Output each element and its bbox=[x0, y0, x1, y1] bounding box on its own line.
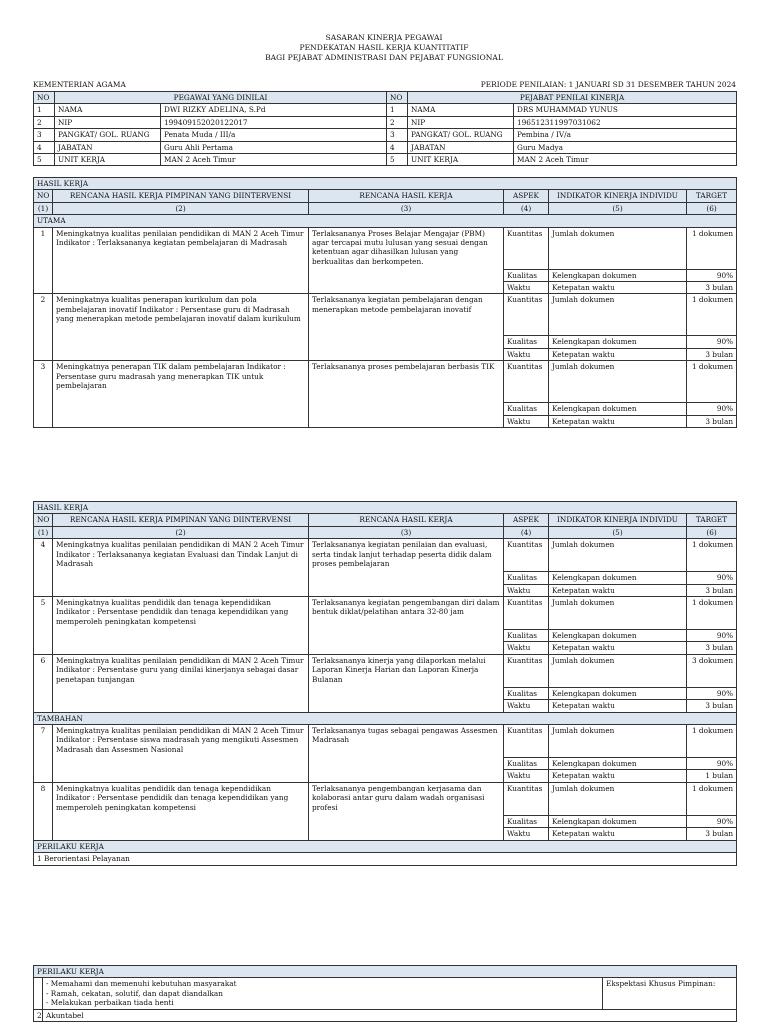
indikator-cell: Ketepatan waktu bbox=[549, 348, 687, 360]
indikator-cell: Jumlah dokumen bbox=[549, 597, 687, 630]
aspek-cell: Waktu bbox=[504, 828, 549, 840]
hasil-kerja-row bbox=[34, 539, 737, 572]
penilai-value: Pembina / IV/a bbox=[514, 129, 737, 141]
rhk-pimpinan-text: Meningkatnya kualitas penilaian pendidikan di MAN 2 Aceh Timur Indikator : Terlaksananya kegiatan pembelajaran di Madrasah bbox=[53, 227, 309, 294]
indikator-cell: Jumlah dokumen bbox=[549, 227, 687, 269]
identity-label: NAMA bbox=[55, 104, 161, 116]
hasil-kerja-title-row bbox=[34, 502, 737, 514]
target-cell: 1 dokumen bbox=[687, 227, 737, 269]
col-header-no: NO bbox=[34, 190, 53, 202]
rhk-pimpinan-text: Meningkatnya kualitas penerapan kurikulum dan pola pembelajaran inovatif Indikator : Persentase guru di Madrasah yang menerapkan metode pembelajaran inovatif dalam kurikulum bbox=[53, 294, 309, 361]
aspek-cell: Waktu bbox=[504, 642, 549, 654]
perilaku-title-row bbox=[34, 840, 737, 852]
rhk-pimpinan-text: Meningkatnya penerapan TIK dalam pembelajaran Indikator : Persentase guru madrasah yang menerapkan TIK untuk pembelajaran bbox=[53, 361, 309, 428]
ekspektasi-khusus: Ekspektasi Khusus Pimpinan: bbox=[603, 978, 737, 1009]
indikator-cell: Jumlah dokumen bbox=[549, 361, 687, 403]
target-cell: 90% bbox=[687, 687, 737, 699]
rhk-pimpinan-text: Meningkatnya kualitas penilaian pendidikan di MAN 2 Aceh Timur Indikator : Terlaksananya kegiatan Evaluasi dan Tindak Lanjut di Madrasah bbox=[53, 539, 309, 597]
indikator-cell: Kelengkapan dokumen bbox=[549, 630, 687, 642]
aspek-cell: Kualitas bbox=[504, 815, 549, 827]
rhk-text: Terlaksananya proses pembelajaran berbasis TIK bbox=[309, 361, 504, 428]
rhk-text: Terlaksananya tugas sebagai pengawas Assesmen Madrasah bbox=[309, 725, 504, 783]
hasil-kerja-table-1 bbox=[33, 177, 737, 428]
aspek-cell: Waktu bbox=[504, 415, 549, 427]
identity-no: 1 bbox=[34, 104, 55, 116]
perilaku-bullets bbox=[43, 978, 603, 1009]
column-header-row bbox=[34, 190, 737, 202]
identity-no: 4 bbox=[34, 141, 55, 153]
rhk-pimpinan-text: Meningkatnya kualitas penilaian pendidikan di MAN 2 Aceh Timur Indikator : Persentase siswa madrasah yang mengikuti Assesmen Madrasah dan Assesmen Nasional bbox=[53, 725, 309, 783]
rhk-text: Terlaksananya pengembangan kerjasama dan kolaborasi antar guru dalam wadah organisasi profesi bbox=[309, 782, 504, 840]
aspek-cell: Kualitas bbox=[504, 687, 549, 699]
section-label: UTAMA bbox=[34, 215, 737, 227]
column-number: (1) bbox=[34, 202, 53, 214]
identity-no: 2 bbox=[34, 116, 55, 128]
item-no: 2 bbox=[34, 294, 53, 361]
column-number: (5) bbox=[549, 526, 687, 538]
indikator-cell: Ketepatan waktu bbox=[549, 415, 687, 427]
target-cell: 90% bbox=[687, 815, 737, 827]
col-header-target: TARGET bbox=[687, 514, 737, 526]
perilaku-title: PERILAKU KERJA bbox=[34, 840, 737, 852]
identity-row bbox=[34, 154, 737, 166]
perilaku-row-1 bbox=[34, 978, 737, 1009]
section-row bbox=[34, 712, 737, 724]
indikator-cell: Ketepatan waktu bbox=[549, 584, 687, 596]
identity-label: UNIT KERJA bbox=[55, 154, 161, 166]
perilaku-text: Berorientasi Pelayanan bbox=[43, 854, 130, 864]
meta-row bbox=[33, 80, 736, 90]
column-number: (2) bbox=[53, 202, 309, 214]
item-no: 8 bbox=[34, 782, 53, 840]
penilai-value: DRS MUHAMMAD YUNUS bbox=[514, 104, 737, 116]
item-no: 5 bbox=[34, 597, 53, 655]
indikator-cell: Kelengkapan dokumen bbox=[549, 336, 687, 348]
identity-table bbox=[33, 91, 737, 166]
aspek-cell: Kualitas bbox=[504, 269, 549, 281]
identity-no: 3 bbox=[34, 129, 55, 141]
aspek-cell: Waktu bbox=[504, 348, 549, 360]
column-number: (6) bbox=[687, 202, 737, 214]
indikator-cell: Ketepatan waktu bbox=[549, 642, 687, 654]
col-header-rhk-pimpinan: RENCANA HASIL KERJA PIMPINAN YANG DIINTERVENSI bbox=[53, 190, 309, 202]
target-cell: 90% bbox=[687, 758, 737, 770]
indikator-cell: Jumlah dokumen bbox=[549, 654, 687, 687]
rhk-text: Terlaksananya kegiatan pembelajaran dengan menerapkan metode pembelajaran inovatif bbox=[309, 294, 504, 361]
aspek-cell: Kualitas bbox=[504, 336, 549, 348]
item-no: 6 bbox=[34, 654, 53, 712]
indikator-cell: Jumlah dokumen bbox=[549, 294, 687, 336]
target-cell: 1 dokumen bbox=[687, 597, 737, 630]
pegawai-header: PEGAWAI YANG DINILAI bbox=[55, 92, 387, 104]
hasil-kerja-table-2 bbox=[33, 501, 737, 866]
column-number: (6) bbox=[687, 526, 737, 538]
target-cell: 3 bulan bbox=[687, 584, 737, 596]
aspek-cell: Kuantitas bbox=[504, 782, 549, 815]
pegawai-value: Guru Ahli Pertama bbox=[161, 141, 387, 153]
target-cell: 1 dokumen bbox=[687, 294, 737, 336]
aspek-cell: Kuantitas bbox=[504, 725, 549, 758]
column-number: (2) bbox=[53, 526, 309, 538]
indikator-cell: Ketepatan waktu bbox=[549, 282, 687, 294]
indikator-cell: Ketepatan waktu bbox=[549, 828, 687, 840]
aspek-cell: Kuantitas bbox=[504, 227, 549, 269]
target-cell: 3 bulan bbox=[687, 415, 737, 427]
doc-title-line2: PENDEKATAN HASIL KERJA KUANTITATIF bbox=[299, 43, 469, 52]
target-cell: 90% bbox=[687, 572, 737, 584]
target-cell: 3 bulan bbox=[687, 348, 737, 360]
identity-no-header: NO bbox=[34, 92, 55, 104]
hasil-kerja-row bbox=[34, 227, 737, 269]
aspek-cell: Kuantitas bbox=[504, 361, 549, 403]
perilaku-title: PERILAKU KERJA bbox=[34, 966, 737, 978]
target-cell: 3 bulan bbox=[687, 282, 737, 294]
identity-label: NIP bbox=[408, 116, 514, 128]
identity-no: 5 bbox=[34, 154, 55, 166]
hasil-kerja-row bbox=[34, 782, 737, 815]
perilaku-bullet: - Memahami dan memenuhi kebutuhan masyarakat bbox=[46, 979, 237, 989]
pegawai-value: MAN 2 Aceh Timur bbox=[161, 154, 387, 166]
perilaku-bullet: - Ramah, cekatan, solutif, dan dapat diandalkan bbox=[46, 988, 223, 998]
aspek-cell: Kualitas bbox=[504, 758, 549, 770]
col-header-indikator: INDIKATOR KINERJA INDIVIDU bbox=[549, 514, 687, 526]
perilaku-no: 1 bbox=[37, 854, 42, 864]
target-cell: 1 bulan bbox=[687, 770, 737, 782]
pegawai-value: 199409152020122017 bbox=[161, 116, 387, 128]
aspek-cell: Waktu bbox=[504, 770, 549, 782]
target-cell: 90% bbox=[687, 630, 737, 642]
identity-label: JABATAN bbox=[55, 141, 161, 153]
hasil-kerja-row bbox=[34, 294, 737, 336]
aspek-cell: Waktu bbox=[504, 700, 549, 712]
rhk-text: Terlaksananya kegiatan pengembangan diri dalam bentuk diklat/pelatihan antara 32-80 jam bbox=[309, 597, 504, 655]
target-cell: 1 dokumen bbox=[687, 782, 737, 815]
perilaku-row2-no: 2 bbox=[34, 1009, 43, 1021]
col-header-aspek: ASPEK bbox=[504, 514, 549, 526]
perilaku-bullet: - Melakukan perbaikan tiada henti bbox=[46, 998, 174, 1008]
column-number-row bbox=[34, 202, 737, 214]
column-number: (3) bbox=[309, 202, 504, 214]
aspek-cell: Kualitas bbox=[504, 403, 549, 415]
indikator-cell: Kelengkapan dokumen bbox=[549, 815, 687, 827]
aspek-cell: Waktu bbox=[504, 584, 549, 596]
column-number: (5) bbox=[549, 202, 687, 214]
col-header-aspek: ASPEK bbox=[504, 190, 549, 202]
aspek-cell: Waktu bbox=[504, 282, 549, 294]
col-header-rhk: RENCANA HASIL KERJA bbox=[309, 514, 504, 526]
aspek-cell: Kualitas bbox=[504, 630, 549, 642]
perilaku-row-no bbox=[34, 978, 43, 1009]
perilaku-item bbox=[34, 853, 737, 865]
rhk-text: Terlaksananya Proses Belajar Mengajar (PBM) agar tercapai mutu lulusan yang sesuai dengan ketentuan agar dihasilkan lulusan yang berkualitas dan berkompeten. bbox=[309, 227, 504, 294]
column-number: (1) bbox=[34, 526, 53, 538]
aspek-cell: Kuantitas bbox=[504, 539, 549, 572]
indikator-cell: Jumlah dokumen bbox=[549, 539, 687, 572]
indikator-cell: Jumlah dokumen bbox=[549, 782, 687, 815]
identity-label: NIP bbox=[55, 116, 161, 128]
col-header-no: NO bbox=[34, 514, 53, 526]
document-header bbox=[0, 33, 768, 63]
hasil-kerja-title: HASIL KERJA bbox=[34, 178, 737, 190]
target-cell: 3 bulan bbox=[687, 828, 737, 840]
item-no: 7 bbox=[34, 725, 53, 783]
penilai-header: PEJABAT PENILAI KINERJA bbox=[408, 92, 737, 104]
col-header-indikator: INDIKATOR KINERJA INDIVIDU bbox=[549, 190, 687, 202]
doc-title-line3: BAGI PEJABAT ADMINISTRASI DAN PEJABAT FUNGSIONAL bbox=[265, 53, 503, 62]
penilai-value: 196512311997031062 bbox=[514, 116, 737, 128]
col-header-rhk-pimpinan: RENCANA HASIL KERJA PIMPINAN YANG DIINTERVENSI bbox=[53, 514, 309, 526]
pegawai-value: DWI RIZKY ADELINA, S.Pd bbox=[161, 104, 387, 116]
target-cell: 3 bulan bbox=[687, 700, 737, 712]
pegawai-value: Penata Muda / III/a bbox=[161, 129, 387, 141]
identity-row bbox=[34, 104, 737, 116]
item-no: 3 bbox=[34, 361, 53, 428]
identity-no: 4 bbox=[387, 141, 408, 153]
hasil-kerja-row bbox=[34, 597, 737, 630]
perilaku-row2-text: Akuntabel bbox=[43, 1009, 737, 1021]
target-cell: 1 dokumen bbox=[687, 361, 737, 403]
identity-label: NAMA bbox=[408, 104, 514, 116]
column-header-row bbox=[34, 514, 737, 526]
column-number: (4) bbox=[504, 526, 549, 538]
aspek-cell: Kualitas bbox=[504, 572, 549, 584]
target-cell: 90% bbox=[687, 403, 737, 415]
institution-label: KEMENTERIAN AGAMA bbox=[33, 80, 126, 89]
rhk-pimpinan-text: Meningkatnya kualitas pendidik dan tenaga kependidikan Indikator : Persentase pendidik dan tenaga kependidikan yang memperoleh peningkatan kompetensi bbox=[53, 597, 309, 655]
identity-no-header-2: NO bbox=[387, 92, 408, 104]
penilai-value: Guru Madya bbox=[514, 141, 737, 153]
perilaku-kerja-table bbox=[33, 965, 737, 1022]
hasil-kerja-title-row bbox=[34, 178, 737, 190]
hasil-kerja-row bbox=[34, 361, 737, 403]
period-label: PERIODE PENILAIAN: 1 JANUARI SD 31 DESEMBER TAHUN 2024 bbox=[480, 80, 736, 89]
identity-label: JABATAN bbox=[408, 141, 514, 153]
hasil-kerja-row bbox=[34, 654, 737, 687]
indikator-cell: Kelengkapan dokumen bbox=[549, 403, 687, 415]
indikator-cell: Kelengkapan dokumen bbox=[549, 572, 687, 584]
identity-no: 1 bbox=[387, 104, 408, 116]
rhk-pimpinan-text: Meningkatnya kualitas penilaian pendidikan di MAN 2 Aceh Timur Indikator : Persentase guru yang dinilai kinerjanya sebagai dasar penetapan tunjangan bbox=[53, 654, 309, 712]
identity-no: 2 bbox=[387, 116, 408, 128]
doc-title-line1: SASARAN KINERJA PEGAWAI bbox=[325, 33, 443, 42]
aspek-cell: Kuantitas bbox=[504, 294, 549, 336]
item-no: 4 bbox=[34, 539, 53, 597]
col-header-target: TARGET bbox=[687, 190, 737, 202]
indikator-cell: Ketepatan waktu bbox=[549, 770, 687, 782]
aspek-cell: Kuantitas bbox=[504, 654, 549, 687]
identity-label: PANGKAT/ GOL. RUANG bbox=[408, 129, 514, 141]
identity-label: UNIT KERJA bbox=[408, 154, 514, 166]
indikator-cell: Kelengkapan dokumen bbox=[549, 758, 687, 770]
target-cell: 3 dokumen bbox=[687, 654, 737, 687]
indikator-cell: Kelengkapan dokumen bbox=[549, 269, 687, 281]
identity-row bbox=[34, 129, 737, 141]
section-row bbox=[34, 215, 737, 227]
column-number: (4) bbox=[504, 202, 549, 214]
target-cell: 3 bulan bbox=[687, 642, 737, 654]
identity-no: 5 bbox=[387, 154, 408, 166]
perilaku-title-row bbox=[34, 966, 737, 978]
identity-label: PANGKAT/ GOL. RUANG bbox=[55, 129, 161, 141]
hasil-kerja-title: HASIL KERJA bbox=[34, 502, 737, 514]
identity-no: 3 bbox=[387, 129, 408, 141]
target-cell: 90% bbox=[687, 269, 737, 281]
indikator-cell: Ketepatan waktu bbox=[549, 700, 687, 712]
col-header-rhk: RENCANA HASIL KERJA bbox=[309, 190, 504, 202]
hasil-kerja-row bbox=[34, 725, 737, 758]
rhk-text: Terlaksananya kinerja yang dilaporkan melalui Laporan Kinerja Harian dan Laporan Kinerja Bulanan bbox=[309, 654, 504, 712]
penilai-value: MAN 2 Aceh Timur bbox=[514, 154, 737, 166]
identity-row bbox=[34, 116, 737, 128]
indikator-cell: Kelengkapan dokumen bbox=[549, 687, 687, 699]
target-cell: 1 dokumen bbox=[687, 539, 737, 572]
rhk-pimpinan-text: Meningkatnya kualitas pendidik dan tenaga kependidikan Indikator : Persentase pendidik dan tenaga kependidikan yang memperoleh peningkatan kompetensi bbox=[53, 782, 309, 840]
target-cell: 90% bbox=[687, 336, 737, 348]
column-number-row bbox=[34, 526, 737, 538]
identity-header-row bbox=[34, 92, 737, 104]
column-number: (3) bbox=[309, 526, 504, 538]
target-cell: 1 dokumen bbox=[687, 725, 737, 758]
perilaku-row-2 bbox=[34, 1009, 737, 1021]
rhk-text: Terlaksananya kegiatan penilaian dan evaluasi, serta tindak lanjut terhadap peserta didik dalam proses pembelajaran bbox=[309, 539, 504, 597]
item-no: 1 bbox=[34, 227, 53, 294]
indikator-cell: Jumlah dokumen bbox=[549, 725, 687, 758]
identity-row bbox=[34, 141, 737, 153]
perilaku-row bbox=[34, 853, 737, 865]
section-label: TAMBAHAN bbox=[34, 712, 737, 724]
aspek-cell: Kuantitas bbox=[504, 597, 549, 630]
